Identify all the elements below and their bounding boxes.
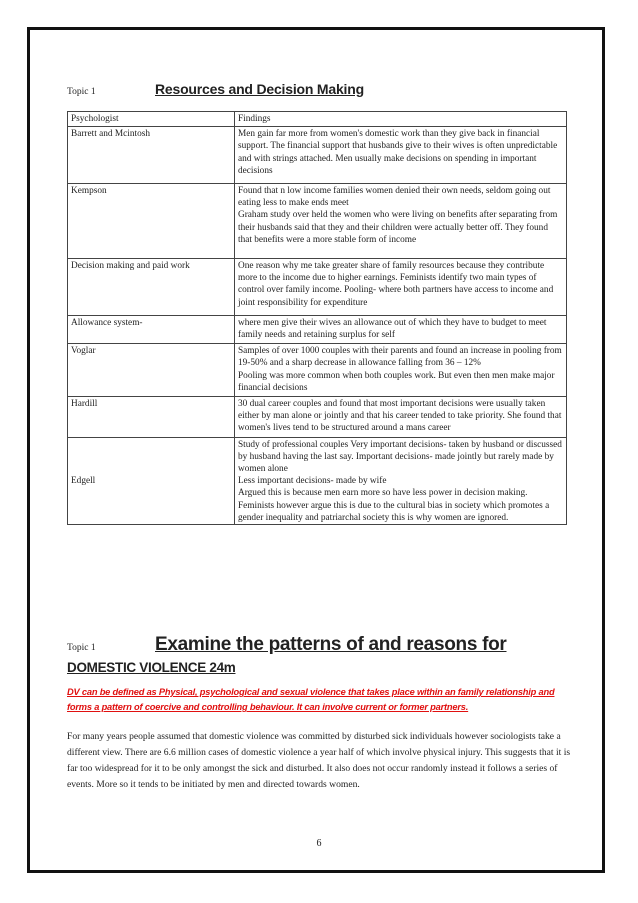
finding-line: Pooling was more common when both couples work. But even then men make major financial decisions	[238, 370, 555, 393]
psychologist-cell: Allowance system-	[68, 315, 235, 343]
finding-line: Less important decisions- made by wife	[238, 476, 387, 487]
findings-cell	[235, 127, 567, 184]
header-findings: Findings	[235, 112, 567, 127]
table-header-row	[68, 112, 567, 127]
findings-cell	[235, 344, 567, 397]
topic-label: Topic 1	[67, 87, 96, 97]
header-psychologist: Psychologist	[68, 112, 235, 127]
dv-body-paragraph: For many years people assumed that domestic violence was committed by disturbed sick individuals however sociologists take a different view. There are 6.6 million cases of domestic violence a year half of which involve physical injury. This suggests that it is far too widespread for it to be only amongst the sick and disturbed. It also does not occur randomly instead it follows a series of events. More so it tends to be initiated by men and directed towards women.	[67, 731, 571, 790]
topic-label: Topic 1	[67, 643, 96, 653]
table-row	[68, 259, 567, 316]
findings-cell	[235, 437, 567, 524]
findings-cell	[235, 397, 567, 438]
findings-cell	[235, 259, 567, 316]
finding-line: Study of professional couples Very important decisions- taken by husband or discussed by husband having the last say. Important decisions- made jointly but rarely made by women alone	[238, 439, 562, 475]
finding-line: Graham study over held the women who were living on benefits after separating from their husbands said that they and their children were actually better off. They found that benefits were a more stable form of income	[238, 210, 558, 245]
dv-subheading: DOMESTIC VIOLENCE 24m	[67, 660, 236, 675]
findings-table	[67, 111, 567, 525]
psychologist-cell: Voglar	[68, 344, 235, 397]
table-row	[68, 315, 567, 343]
section2-header	[67, 634, 507, 656]
finding-line: One reason why me take greater share of family resources because they contribute more to the income due to higher earnings. Feminists identify two main types of control over family income. Pooling- where both partners have access to income and joint responsibility for expenditure	[238, 261, 554, 308]
psychologist-cell: Decision making and paid work	[68, 259, 235, 316]
table-row	[68, 127, 567, 184]
dv-definition: DV can be defined as Physical, psychological and sexual violence that takes place within an family relationship and forms a pattern of coercive and controlling behaviour. It can involve current or former partners.	[67, 687, 555, 712]
finding-line: Found that n low income families women denied their own needs, seldom going out eating less to make ends meet	[238, 186, 551, 209]
finding-line: Samples of over 1000 couples with their parents and found an increase in pooling from 19-50% and a sharp decrease in allowance falling from 36 – 12%	[238, 346, 562, 369]
findings-cell	[235, 184, 567, 259]
finding-line: where men give their wives an allowance out of which they have to budget to meet family needs and retaining surplus for self	[238, 317, 547, 341]
finding-line: 30 dual career couples and found that most important decisions were usually taken either by man alone or jointly and that his career tended to take priority. She found that women's lives tend to be structured around a mans career	[238, 399, 562, 434]
finding-line: Argued this is because men earn more so have less power in decision making. Feminists however argue this is due to the cultural bias in society which promotes a gender inequality and patriarchal society this is why women are ignored.	[238, 488, 550, 523]
table-row	[68, 184, 567, 259]
table-row	[68, 344, 567, 397]
section-heading: Examine the patterns of and reasons for	[155, 634, 507, 655]
page-number: 6	[316, 838, 322, 849]
psychologist-cell: Barrett and Mcintosh	[68, 127, 235, 184]
table-row	[68, 397, 567, 438]
psychologist-cell: Hardill	[68, 397, 235, 438]
psychologist-cell: Kempson	[68, 184, 235, 259]
table-row	[68, 437, 567, 524]
psychologist-cell: Edgell	[68, 437, 235, 524]
section-heading: Resources and Decision Making	[155, 81, 364, 97]
finding-line: Men gain far more from women's domestic work than they give back in financial support. The financial support that husbands give to their wives is often unpredictable and with strings attached. Men usually make decisions on spending in important decisions	[238, 129, 558, 176]
section1-header	[67, 81, 364, 97]
findings-cell	[235, 315, 567, 343]
